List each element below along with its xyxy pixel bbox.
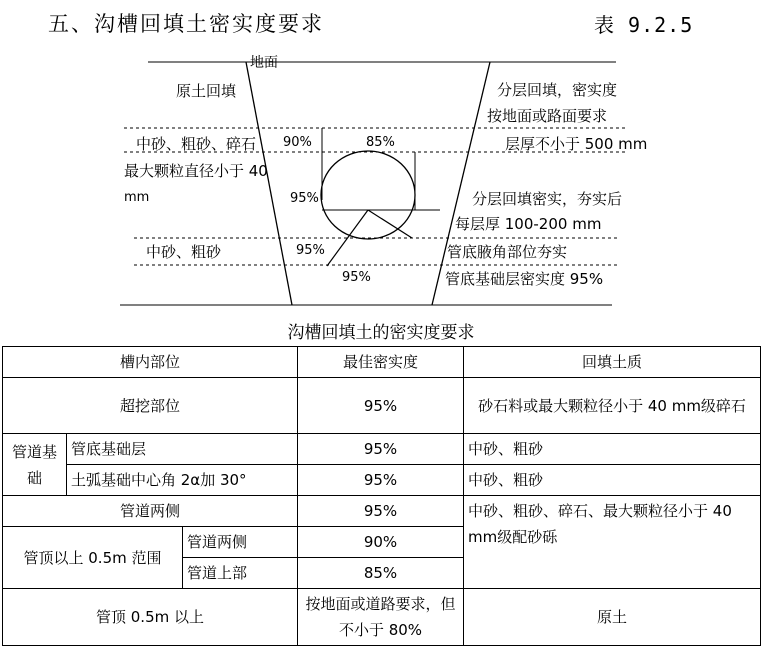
cell-density: 95% <box>298 434 464 465</box>
percent-upper-mid: 85% <box>366 135 395 150</box>
unit-label: mm <box>124 190 150 205</box>
percent-upper-left: 90% <box>283 135 312 150</box>
cell-soil: 中砂、粗砂 <box>464 465 761 496</box>
table-header-row <box>3 347 761 378</box>
table-caption: 沟槽回填土的密实度要求 <box>287 323 475 343</box>
cell-part: 土弧基础中心角 2α加 30° <box>67 465 298 496</box>
cell-soil: 砂石料或最大颗粒径小于 40 mm级碎石 <box>464 378 761 434</box>
cell-part: 管道上部 <box>183 558 298 589</box>
table-row <box>3 496 761 527</box>
cell-density: 85% <box>298 558 464 589</box>
percent-haunch: 95% <box>296 243 325 258</box>
header-density: 最佳密实度 <box>298 347 464 378</box>
cell-part: 超挖部位 <box>3 378 298 434</box>
header-part: 槽内部位 <box>3 347 298 378</box>
trench-wall-left <box>246 62 292 305</box>
compaction-label-1: 分层回填密实，夯实后 <box>472 190 623 208</box>
cell-density: 95% <box>298 378 464 434</box>
cell-density: 按地面或道路要求，但不小于 80% <box>298 589 464 646</box>
haunch-label: 管底腋角部位夯实 <box>447 243 568 261</box>
layer-thickness-label: 层厚不小于 500 mm <box>505 135 648 153</box>
cell-soil: 中砂、粗砂、碎石、最大颗粒径小于 40 mm级配砂砾 <box>464 496 761 589</box>
pipe-circle <box>321 151 415 239</box>
sand-gravel-label: 中砂、粗砂、碎石 <box>136 135 257 153</box>
cell-part: 管顶 0.5m 以上 <box>3 589 298 646</box>
cell-soil: 原土 <box>464 589 761 646</box>
table-row <box>3 465 761 496</box>
bedding-label: 管底基础层密实度 95% <box>445 270 604 288</box>
trench-diagram <box>0 0 762 320</box>
original-soil-label: 原土回填 <box>176 82 237 100</box>
section-heading: 五、沟槽回填土密实度要求 <box>48 12 324 36</box>
table-row <box>3 378 761 434</box>
cell-soil: 中砂、粗砂 <box>464 434 761 465</box>
table-row <box>3 434 761 465</box>
cell-density: 90% <box>298 527 464 558</box>
ground-label: 地面 <box>250 55 278 71</box>
header-soil: 回填土质 <box>464 347 761 378</box>
table-row <box>3 589 761 646</box>
cell-group: 管道基础 <box>3 434 67 496</box>
percent-pipe-side: 95% <box>290 191 319 206</box>
cell-part: 管道两侧 <box>3 496 298 527</box>
cell-density: 95% <box>298 465 464 496</box>
compaction-table <box>2 346 761 646</box>
layered-fill-label-2: 按地面或路面要求 <box>487 107 608 125</box>
cell-part: 管道两侧 <box>183 527 298 558</box>
cell-group: 管顶以上 0.5m 范围 <box>3 527 183 589</box>
sand-label: 中砂、粗砂 <box>146 243 222 261</box>
percent-bottom: 95% <box>342 270 371 285</box>
compaction-label-2: 每层厚 100-200 mm <box>455 215 602 233</box>
max-size-label: 最大颗粒直径小于 40 <box>124 162 268 180</box>
layered-fill-label-1: 分层回填，密实度 <box>497 81 618 99</box>
cell-part: 管底基础层 <box>67 434 298 465</box>
cell-density: 95% <box>298 496 464 527</box>
table-number: 表 9.2.5 <box>594 13 694 37</box>
